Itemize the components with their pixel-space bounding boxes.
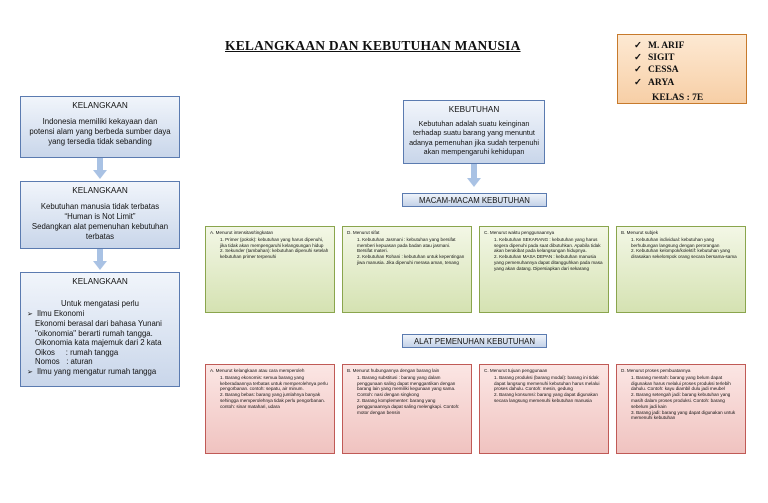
- arrow-down-icon: [467, 178, 481, 187]
- group-members-box: [617, 34, 747, 104]
- check-icon: ✓: [634, 77, 642, 88]
- box-item: 2. Barang bebas: barang yang jumlahnya banyak sehingga memperolehnya tidak perlu pengorbanan. contoh: sinar matahari, udara: [220, 392, 325, 409]
- box-item: 2. Barang setengah jadi: barang kebutuhan yang masih dalam proses produksi. Contoh: barang sebelum jadi kain: [631, 392, 731, 409]
- box-heading: KELANGKAAN: [72, 277, 128, 286]
- box-heading: A. Menurut intensitas/tingkatan: [210, 230, 274, 235]
- kelangkaan-box-2: [20, 181, 180, 249]
- box-line: Kebutuhan adalah suatu keinginan: [418, 119, 530, 129]
- box-item: 1. Barang ekonomis: semua barang yang keberadaannya terbatas untuk memperolehnya perlu pengorbanan. contoh: sepatu, air minum.: [220, 374, 328, 392]
- box-line: terhadap suatu barang yang menuntut: [413, 128, 535, 138]
- box-line: terbatas: [85, 232, 115, 241]
- box-line: Ekonomi berasal dari bahasa Yunani: [35, 319, 162, 328]
- arrow-down-icon: [471, 164, 477, 179]
- box-line: Nomos : aturan: [35, 357, 93, 366]
- box-line: Untuk mengatasi perlu: [60, 299, 139, 308]
- arrow-down-icon: [93, 170, 107, 179]
- box-item: 1. Barang mentah: barang yang belum dapat digunakan harus melalui proses produksi terlebih dahulu. Contoh: kayu diambil dulu jadi meubel: [631, 374, 731, 392]
- box-line: yang tersedia tidak sebanding: [48, 137, 152, 146]
- box-line: potensi alam yang berbeda sumber daya: [29, 127, 171, 136]
- bullet-line: ➢ Ilmu Ekonomi: [21, 309, 179, 320]
- box-item: 1. Kebutuhan SEKARANG : kebutuhan yang harus segera dipenuhi pada saat dibutuhkan. Apabila tidak akan berakibat pada kelangsungan hidupnya.: [494, 236, 601, 254]
- member-row: ✓ ARYA: [634, 77, 675, 88]
- arrow-down-icon: [93, 261, 107, 270]
- check-icon: ✓: [634, 41, 642, 51]
- bullet-line: ➢ Ilmu yang mengatur rumah tangga: [21, 367, 179, 378]
- box-item: 1. Kebutuhan Jasmani : kebutuhan yang bersifat memberi kepuasan pada badan atau jasmani. Bersifat materi.: [357, 236, 456, 254]
- box-line: Oikonomia kata majemuk dari 2 kata: [35, 338, 162, 347]
- box-heading: KELANGKAAN: [72, 101, 128, 110]
- alat-box-tujuan: [479, 364, 609, 454]
- alat-pemenuhan-bar: ALAT PEMENUHAN KEBUTUHAN: [402, 334, 547, 348]
- box-item: 1. Barang produksi (barang modal): barang ini tidak dapat langsung memenuhi kebutuhan harus melalui proses dahulu. Contoh: mesin, gedung: [494, 374, 600, 392]
- box-item: 3. Barang jadi: barang yang dapat digunakan untuk memenuhi kebutuhan: [631, 409, 736, 421]
- member-row: ✓ CESSA: [634, 65, 679, 76]
- box-item: 2. Kebutuhan kelompok/kolektif: kebutuhan yang dirasakan sekelompok orang secara bersama-sama: [631, 248, 737, 260]
- box-item: 2. Kebutuhan Rohani : kebutuhan untuk kepentingan jiwa manusia. Jika dipenuhi merasa aman, tenang: [357, 254, 465, 265]
- box-item: 2. Sekunder (tambahan): kebutuhan dipenuhi setelah kebutuhan primer terpenuhi: [220, 248, 329, 260]
- page-title: KELANGKAAN DAN KEBUTUHAN MANUSIA: [225, 38, 521, 53]
- box-heading: B. Menurut hubungannya dengan barang lain: [347, 368, 440, 373]
- macam-box-waktu: [479, 226, 609, 313]
- box-heading: C. Menurut waktu penggunaannya: [484, 230, 555, 235]
- box-line: Oikos : rumah tangga: [35, 347, 119, 357]
- box-item: 1. Kebutuhan individual: kebutuhan yang berhubungan langsung dengan perorangan: [631, 236, 720, 248]
- box-heading: D. Menurut sifat: [347, 230, 380, 235]
- alat-box-hubungan: [342, 364, 472, 454]
- macam-box-subjek: [616, 226, 746, 313]
- box-line: Sedangkan alat pemenuhan kebutuhan: [31, 222, 169, 231]
- check-icon: ✓: [634, 65, 642, 76]
- kelangkaan-box-3: [20, 272, 180, 387]
- alat-box-proses: [616, 364, 746, 454]
- box-item: 2. Kebutuhan MASA DEPAN : kebutuhan manusia yang pemenuhannya dapat ditangguhkan pada masa yang akan datang. Dipersiapkan dari sekarang: [494, 254, 603, 271]
- box-line: akan mempengaruhi kehidupan: [423, 146, 525, 156]
- box-item: 1. Barang substitusi : barang yang dalam penggunaan saling dapat menggantikan dengan barang lain yang memiliki kegunaan yang sama. Contoh: nasi dengan singkong: [357, 374, 456, 398]
- box-line: "oikonomia" berarti rumah tangga.: [35, 328, 153, 338]
- macam-kebutuhan-bar: MACAM-MACAM KEBUTUHAN: [402, 193, 547, 207]
- kelangkaan-box-1: [20, 96, 180, 158]
- member-row: ✓ M. ARIF: [634, 41, 685, 51]
- check-icon: ✓: [634, 53, 642, 64]
- box-heading: C. Menurut tujuan penggunaan: [484, 368, 548, 373]
- kebutuhan-box: [403, 100, 545, 164]
- box-heading: D. Menurut proses pembuatannya: [621, 368, 691, 373]
- member-row: ✓ SIGIT: [634, 53, 675, 64]
- box-heading: B. Menurut subjek: [621, 230, 659, 235]
- class-label: KELAS : 7E: [652, 92, 704, 103]
- box-heading: KEBUTUHAN: [448, 105, 500, 114]
- macam-box-sifat: [342, 226, 472, 313]
- box-item: 2. Barang konsumsi: barang yang dapat digunakan secara langsung memenuhi kebutuhan manusia: [494, 392, 598, 403]
- box-heading: A. Menurut kelangkaan atau cara memperoleh: [210, 368, 305, 373]
- box-line: “Human is Not Limit”: [64, 212, 136, 221]
- box-line: Indonesia memiliki kekayaan dan: [42, 117, 158, 126]
- box-item: 1. Primer (pokok): kebutuhan yang harus dipenuhi, jika tidak akan mempengaruhi kelangsungan hidup: [220, 236, 324, 248]
- alat-box-kelangkaan: [205, 364, 335, 454]
- box-heading: KELANGKAAN: [72, 186, 128, 195]
- box-item: 2. Barang komplementer: barang yang penggunaannya dapat saling melengkapi. Contoh: motor dengan bensin: [357, 397, 460, 415]
- macam-box-intensitas: [205, 226, 335, 313]
- box-line: adanya pemenuhan jika sudah terpenuhi: [409, 137, 539, 147]
- box-line: Kebutuhan manusia tidak terbatas: [40, 202, 160, 211]
